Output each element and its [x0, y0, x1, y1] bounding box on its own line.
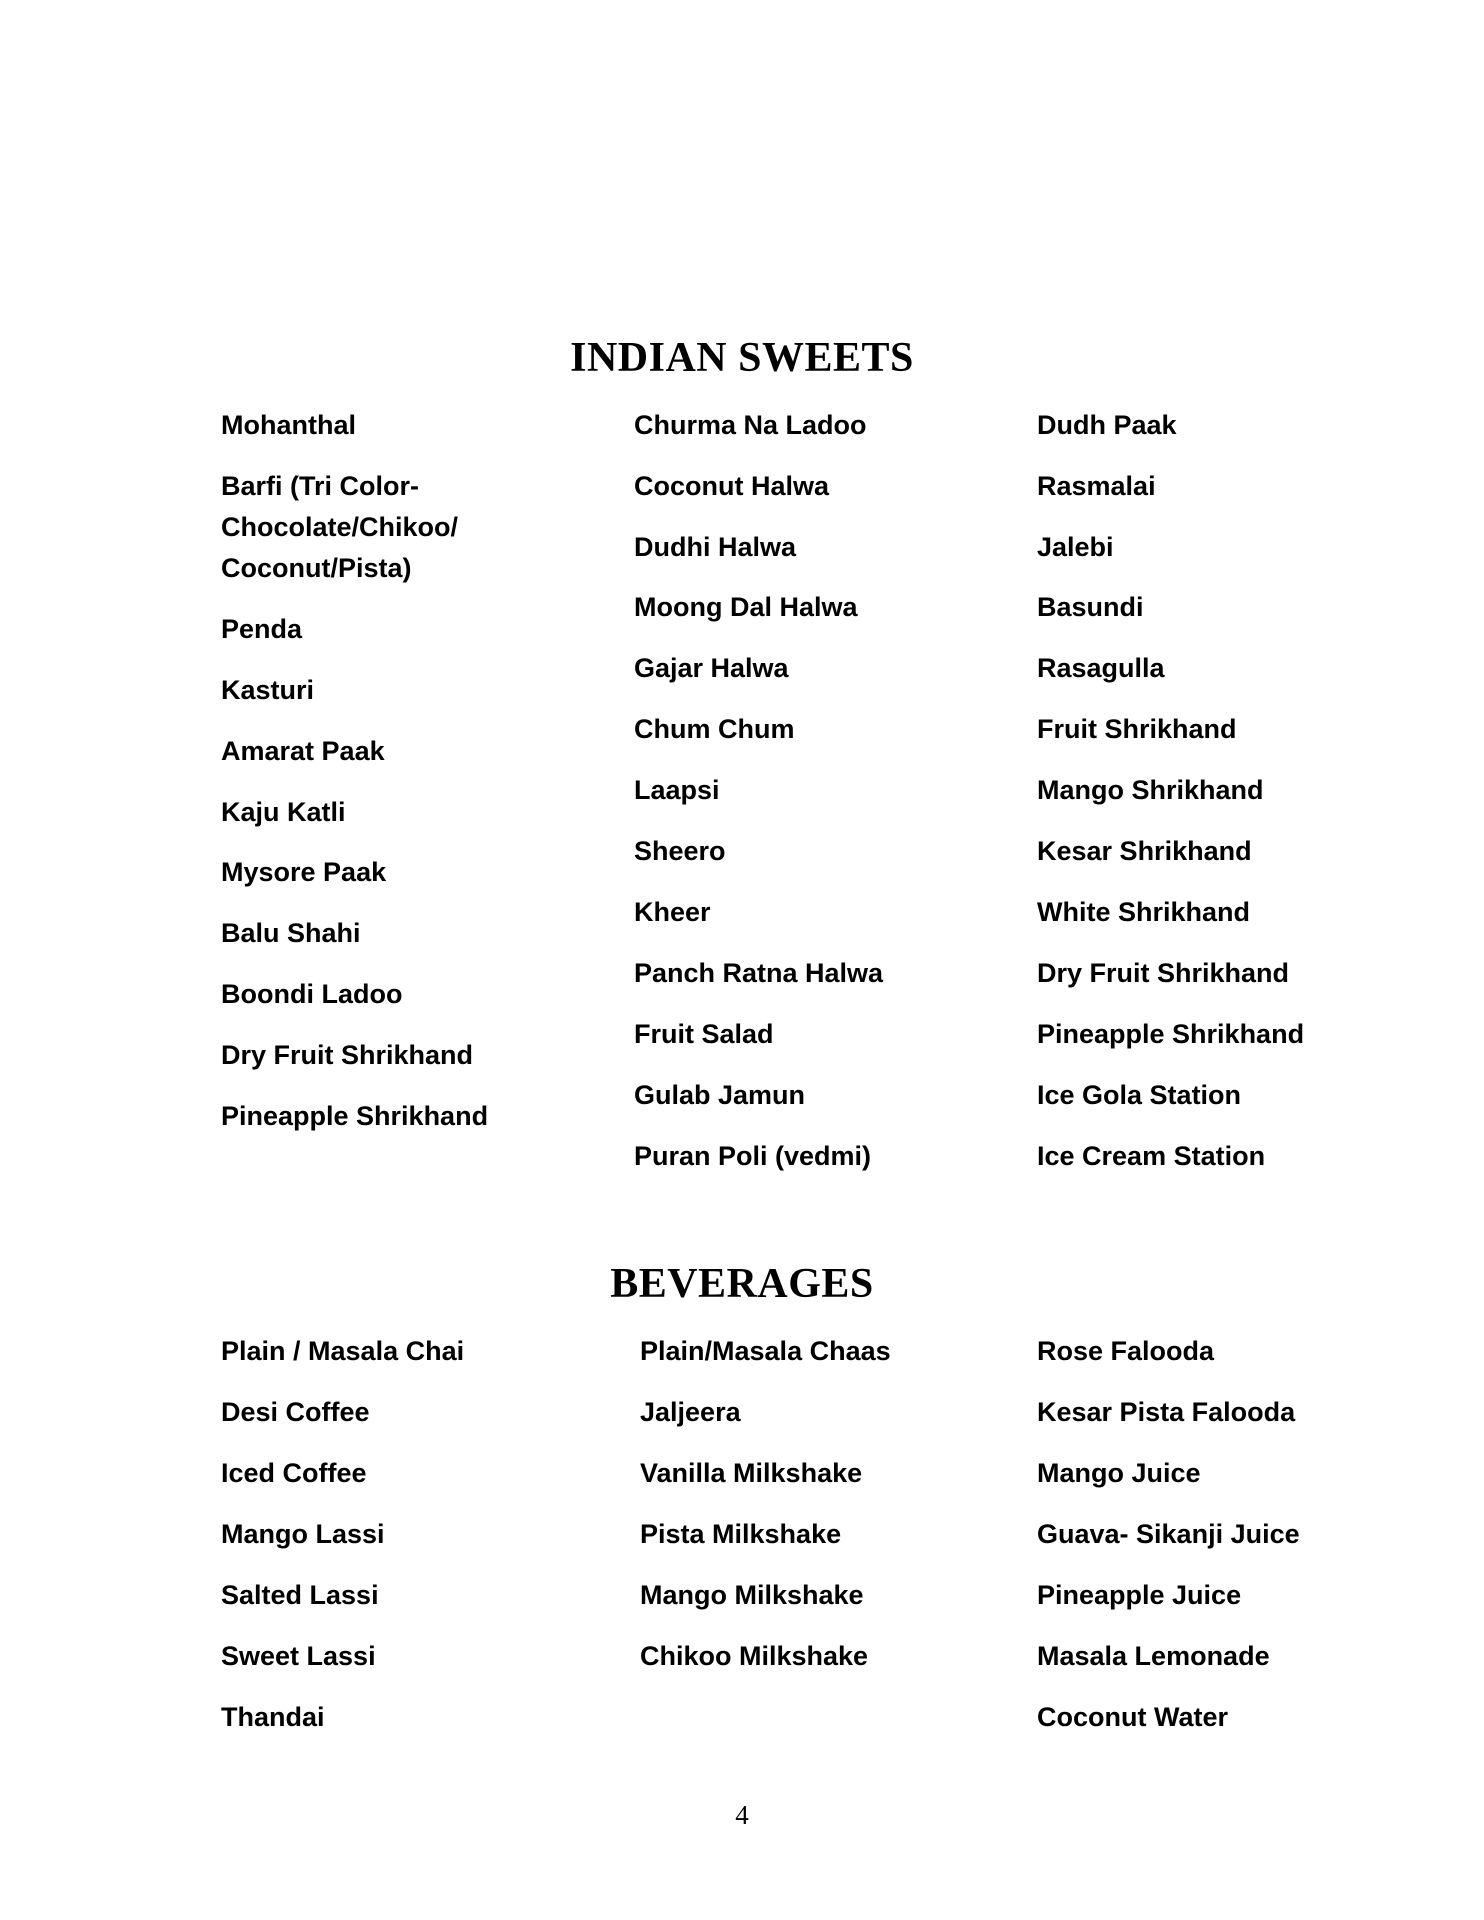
menu-item: Dry Fruit Shrikhand	[1037, 958, 1290, 988]
menu-item: Mohanthal	[221, 410, 356, 440]
page-number: 4	[735, 1800, 749, 1830]
menu-item: Kasturi	[221, 675, 315, 705]
menu-item: Rasagulla	[1037, 653, 1165, 683]
menu-item: Fruit Salad	[634, 1019, 774, 1049]
menu-item: Gajar Halwa	[634, 653, 789, 683]
menu-item: Masala Lemonade	[1037, 1641, 1270, 1671]
menu-item: Ice Gola Station	[1037, 1080, 1242, 1110]
menu-item: Balu Shahi	[221, 918, 361, 948]
menu-item: Kaju Katli	[221, 797, 346, 827]
menu-item: Jalebi	[1037, 532, 1114, 562]
menu-item: Salted Lassi	[221, 1580, 379, 1610]
menu-item: Plain / Masala Chai	[221, 1336, 465, 1366]
menu-item: Kesar Shrikhand	[1037, 836, 1252, 866]
menu-item: Mysore Paak	[221, 857, 387, 887]
menu-item: Mango Shrikhand	[1037, 775, 1264, 805]
menu-item: Rose Falooda	[1037, 1336, 1215, 1366]
section-title-beverages: BEVERAGES	[610, 1261, 874, 1307]
menu-item: Pineapple Shrikhand	[1037, 1019, 1305, 1049]
menu-item: Dudhi Halwa	[634, 532, 797, 562]
section-title-indian-sweets: INDIAN SWEETS	[570, 335, 914, 381]
menu-item: Amarat Paak	[221, 736, 385, 766]
menu-item: Dry Fruit Shrikhand	[221, 1040, 474, 1070]
menu-item: Vanilla Milkshake	[640, 1458, 863, 1488]
menu-item: Desi Coffee	[221, 1397, 370, 1427]
menu-item: Pineapple Shrikhand	[221, 1101, 489, 1131]
menu-item: Kesar Pista Falooda	[1037, 1397, 1296, 1427]
menu-item: Fruit Shrikhand	[1037, 714, 1237, 744]
menu-item: Mango Juice	[1037, 1458, 1201, 1488]
menu-item: Thandai	[221, 1702, 325, 1732]
menu-item: Guava- Sikanji Juice	[1037, 1519, 1300, 1549]
menu-item: Churma Na Ladoo	[634, 410, 867, 440]
menu-item: Sweet Lassi	[221, 1641, 376, 1671]
menu-item: Penda	[221, 614, 303, 644]
menu-item: White Shrikhand	[1037, 897, 1251, 927]
menu-item: Pineapple Juice	[1037, 1580, 1242, 1610]
menu-item: Rasmalai	[1037, 471, 1156, 501]
menu-item: Chikoo Milkshake	[640, 1641, 869, 1671]
menu-item: Coconut Water	[1037, 1702, 1228, 1732]
menu-item: Kheer	[634, 897, 711, 927]
menu-item: Jaljeera	[640, 1397, 741, 1427]
menu-item: Chum Chum	[634, 714, 795, 744]
menu-item: Basundi	[1037, 592, 1144, 622]
menu-item: Barfi (Tri Color- Chocolate/Chikoo/ Coconut/Pista)	[221, 471, 459, 583]
menu-item: Plain/Masala Chaas	[640, 1336, 891, 1366]
menu-item: Sheero	[634, 836, 726, 866]
menu-item: Iced Coffee	[221, 1458, 367, 1488]
menu-item: Panch Ratna Halwa	[634, 958, 884, 988]
menu-item: Dudh Paak	[1037, 410, 1177, 440]
menu-item: Boondi Ladoo	[221, 979, 403, 1009]
menu-item: Moong Dal Halwa	[634, 592, 858, 622]
menu-item: Laapsi	[634, 775, 720, 805]
menu-item: Ice Cream Station	[1037, 1141, 1266, 1171]
menu-item: Pista Milkshake	[640, 1519, 842, 1549]
menu-item: Mango Milkshake	[640, 1580, 864, 1610]
menu-item: Puran Poli (vedmi)	[634, 1141, 872, 1171]
menu-item: Coconut Halwa	[634, 471, 830, 501]
menu-item: Mango Lassi	[221, 1519, 385, 1549]
menu-item: Gulab Jamun	[634, 1080, 806, 1110]
